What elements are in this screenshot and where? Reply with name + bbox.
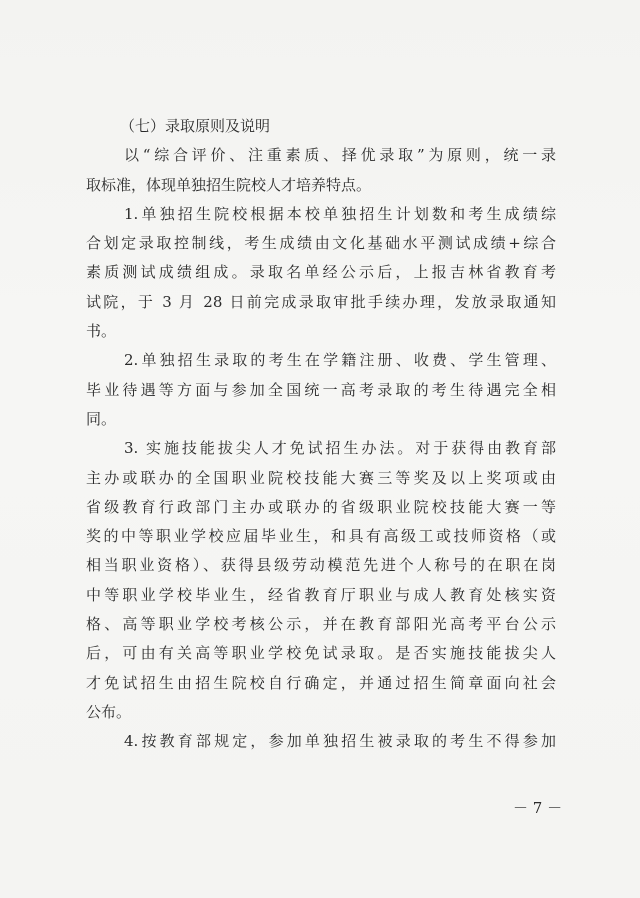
paragraph-line: 才免试招生由招生院校自行确定，并通过招生简章面向社会 xyxy=(86,673,556,692)
document-body xyxy=(86,112,556,757)
paragraph-line: 后，可由有关高等职业学校免试录取。是否实施技能拔尖人 xyxy=(86,644,556,663)
paragraph-line: 4.按教育部规定，参加单独招生被录取的考生不得参加 xyxy=(124,732,556,751)
paragraph-line: 格、高等职业学校考核公示，并在教育部阳光高考平台公示 xyxy=(86,615,556,634)
paragraph-line: 公布。 xyxy=(86,702,132,721)
paragraph-line: 2.单独招生录取的考生在学籍注册、收费、学生管理、 xyxy=(124,351,556,370)
paragraph-line: 奖的中等职业学校应届毕业生，和具有高级工或技师资格（或 xyxy=(86,527,556,546)
section-heading: （七）录取原则及说明 xyxy=(120,117,271,135)
paragraph-line: 相当职业资格）、获得县级劳动模范先进个人称号的在职在岗 xyxy=(86,556,556,575)
paragraph-line: 素质测试成绩组成。录取名单经公示后，上报吉林省教育考 xyxy=(86,263,556,282)
paragraph-line: 主办或联办的全国职业院校技能大赛三等奖及以上奖项或由 xyxy=(86,468,556,487)
paragraph-line: 取标准，体现单独招生院校人才培养特点。 xyxy=(86,175,372,194)
page-number: － 7 － xyxy=(513,799,563,817)
paragraph-line: 试院，于 3 月 28 日前完成录取审批手续办理，发放录取通知 xyxy=(86,292,556,311)
paragraph-line: 1.单独招生院校根据本校单独招生计划数和考生成绩综 xyxy=(124,204,556,223)
paragraph-line: 中等职业学校毕业生，经省教育厅职业与成人教育处核实资 xyxy=(86,585,556,604)
paragraph-line: 合划定录取控制线，考生成绩由文化基础水平测试成绩+综合 xyxy=(86,234,556,253)
paragraph-line: 省级教育行政部门主办或联办的省级职业院校技能大赛一等 xyxy=(86,497,556,516)
paragraph-line: 同。 xyxy=(86,409,117,428)
paragraph-line: 3. 实施技能拔尖人才免试招生办法。对于获得由教育部 xyxy=(124,439,556,458)
paragraph-line: 毕业待遇等方面与参加全国统一高考录取的考生待遇完全相 xyxy=(86,380,556,399)
paragraph-line: 以“综合评价、注重素质、择优录取”为原则，统一录 xyxy=(124,146,556,165)
paragraph-line: 书。 xyxy=(86,322,117,341)
